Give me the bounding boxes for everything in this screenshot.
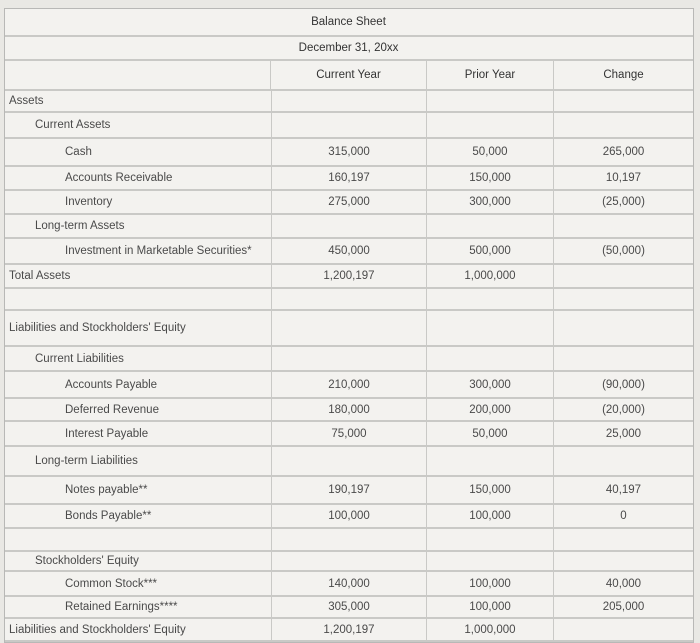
current-year-value: 315,000 — [271, 139, 426, 165]
row-label: Current Liabilities — [35, 352, 124, 365]
change-value: 40,197 — [553, 477, 693, 503]
prior-year-value: 50,000 — [426, 422, 553, 445]
table-row — [5, 289, 693, 311]
current-year-value — [271, 311, 426, 345]
table-row — [5, 139, 693, 167]
current-year-value — [271, 347, 426, 370]
change-value: (20,000) — [553, 399, 693, 420]
change-value — [553, 91, 693, 111]
change-value — [553, 529, 693, 550]
row-label: Total Assets — [9, 270, 71, 282]
change-value: 25,000 — [553, 422, 693, 445]
table-row — [5, 215, 693, 239]
change-value — [553, 289, 693, 309]
prior-year-value: 150,000 — [426, 477, 553, 503]
prior-year-value — [426, 215, 553, 237]
title-row — [5, 9, 693, 37]
change-value — [553, 215, 693, 237]
current-year-value: 180,000 — [271, 399, 426, 420]
current-year-value: 1,200,197 — [271, 265, 426, 287]
change-value: (25,000) — [553, 191, 693, 213]
current-year-value: 210,000 — [271, 372, 426, 397]
prior-year-value: 300,000 — [426, 372, 553, 397]
prior-year-value: 200,000 — [426, 399, 553, 420]
row-label: Current Assets — [35, 119, 111, 131]
table-row — [5, 347, 693, 372]
change-value: (50,000) — [553, 239, 693, 263]
prior-year-value — [426, 311, 553, 345]
prior-year-value: 100,000 — [426, 597, 553, 617]
change-value — [553, 347, 693, 370]
table-row — [5, 572, 693, 597]
row-label: Common Stock*** — [65, 577, 158, 590]
row-label: Deferred Revenue — [65, 403, 159, 416]
table-row — [5, 552, 693, 572]
change-value — [553, 552, 693, 570]
current-year-value: 450,000 — [271, 239, 426, 263]
col-current-year: Current Year — [316, 69, 381, 81]
change-value: 40,000 — [553, 572, 693, 595]
change-value — [553, 619, 693, 640]
current-year-value — [271, 289, 426, 309]
table-row — [5, 399, 693, 422]
current-year-value: 305,000 — [271, 597, 426, 617]
row-label: Long-term Liabilities — [35, 455, 138, 467]
row-label: Accounts Receivable — [65, 172, 173, 184]
row-label: Liabilities and Stockholders' Equity — [9, 623, 186, 636]
prior-year-value: 100,000 — [426, 505, 553, 527]
current-year-value: 190,197 — [271, 477, 426, 503]
change-value: 205,000 — [553, 597, 693, 617]
change-value — [553, 311, 693, 345]
row-label: Retained Earnings**** — [65, 601, 178, 613]
current-year-value — [271, 113, 426, 137]
date-row — [5, 37, 693, 61]
current-year-value — [271, 91, 426, 111]
row-label — [5, 529, 271, 550]
current-year-value: 160,197 — [271, 167, 426, 189]
change-value: 10,197 — [553, 167, 693, 189]
table-row — [5, 422, 693, 447]
prior-year-value — [426, 529, 553, 550]
current-year-value — [271, 529, 426, 550]
prior-year-value: 1,000,000 — [426, 265, 553, 287]
table-row — [5, 239, 693, 265]
change-value: 265,000 — [553, 139, 693, 165]
table-row — [5, 113, 693, 139]
prior-year-value: 50,000 — [426, 139, 553, 165]
row-label: Investment in Marketable Securities* — [65, 245, 252, 257]
col-change: Change — [553, 61, 693, 89]
table-row — [5, 529, 693, 552]
row-label: Long-term Assets — [35, 220, 125, 232]
header-row — [5, 61, 693, 91]
current-year-value — [271, 552, 426, 570]
change-value — [553, 113, 693, 137]
row-label: Stockholders' Equity — [35, 555, 139, 567]
table-row — [5, 477, 693, 505]
current-year-value: 275,000 — [271, 191, 426, 213]
table-row — [5, 597, 693, 619]
prior-year-value: 100,000 — [426, 572, 553, 595]
prior-year-value — [426, 347, 553, 370]
balance-sheet-table — [4, 8, 694, 643]
change-value — [553, 447, 693, 475]
prior-year-value — [426, 289, 553, 309]
row-label: Assets — [9, 95, 44, 107]
row-label: Notes payable** — [65, 484, 148, 496]
row-label: Liabilities and Stockholders' Equity — [9, 322, 186, 334]
sheet-title: Balance Sheet — [311, 16, 386, 28]
table-row — [5, 167, 693, 191]
table-row — [5, 447, 693, 477]
prior-year-value: 150,000 — [426, 167, 553, 189]
prior-year-value: 300,000 — [426, 191, 553, 213]
change-value — [553, 265, 693, 287]
col-prior-year: Prior Year — [426, 61, 553, 89]
prior-year-value — [426, 552, 553, 570]
prior-year-value: 1,000,000 — [426, 619, 553, 640]
current-year-value: 75,000 — [271, 422, 426, 445]
table-row — [5, 265, 693, 289]
prior-year-value — [426, 91, 553, 111]
row-label: Inventory — [65, 196, 113, 208]
table-row — [5, 191, 693, 215]
row-label: Bonds Payable** — [65, 510, 152, 522]
current-year-value: 100,000 — [271, 505, 426, 527]
current-year-value: 140,000 — [271, 572, 426, 595]
current-year-value — [271, 447, 426, 475]
prior-year-value — [426, 113, 553, 137]
row-label: Interest Payable — [65, 427, 149, 440]
sheet-date: December 31, 20xx — [298, 42, 399, 54]
table-row — [5, 619, 693, 642]
change-value: (90,000) — [553, 372, 693, 397]
table-row — [5, 505, 693, 529]
current-year-value: 1,200,197 — [271, 619, 426, 640]
row-label: Cash — [65, 146, 92, 158]
table-row — [5, 372, 693, 399]
row-label: Accounts Payable — [65, 378, 158, 391]
prior-year-value — [426, 447, 553, 475]
prior-year-value: 500,000 — [426, 239, 553, 263]
change-value: 0 — [553, 505, 693, 527]
current-year-value — [271, 215, 426, 237]
table-row — [5, 311, 693, 347]
row-label — [5, 289, 271, 309]
table-row — [5, 91, 693, 113]
